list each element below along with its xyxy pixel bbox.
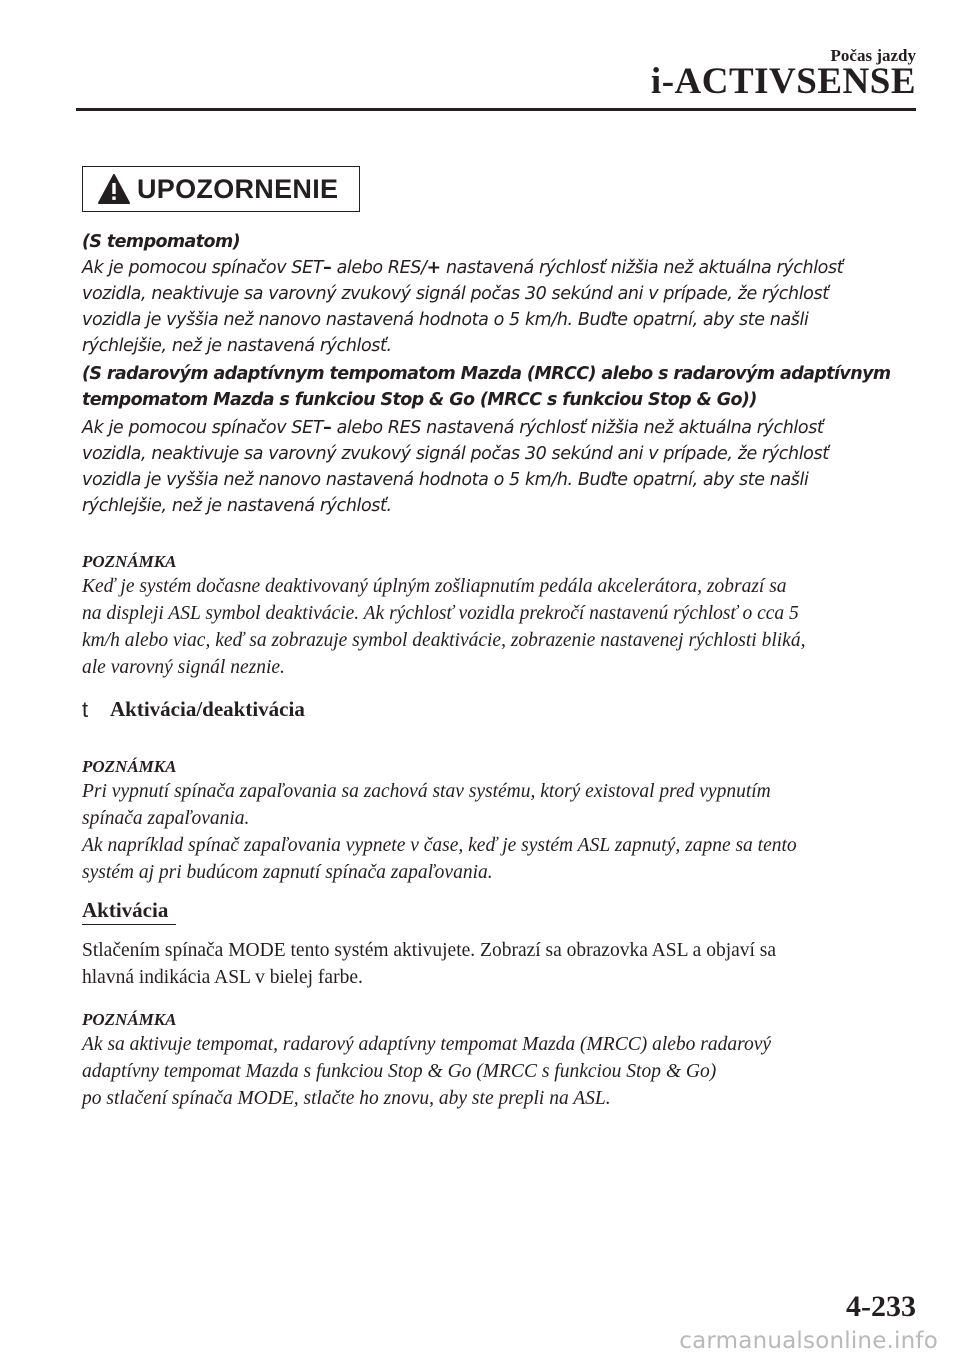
note-line: ale varovný signál neznie. xyxy=(82,657,285,678)
cruise-heading: (S tempomatom) xyxy=(82,232,240,252)
warning-title: UPOZORNENIE xyxy=(137,173,339,204)
plus-symbol: + xyxy=(426,258,441,278)
note-line: po stlačení spínača MODE, stlačte ho znovu, aby ste prepli na ASL. xyxy=(82,1088,611,1109)
minus-symbol: – xyxy=(323,418,332,438)
note-line: adaptívny tempomat Mazda s funkciou Stop & Go (MRCC s funkciou Stop & Go) xyxy=(82,1061,717,1082)
mrcc-heading-line: tempomatom Mazda s funkciou Stop & Go (MRCC s funkciou Stop & Go)) xyxy=(82,390,757,410)
mrcc-text-line: vozidla je vyššia než nanovo nastavená hodnota o 5 km/h. Buďte opatrní, aby ste našli xyxy=(82,470,809,490)
mrcc-text-line: rýchlejšie, než je nastavená rýchlosť. xyxy=(82,496,392,516)
watermark: carmanualsonline.info xyxy=(679,1328,938,1354)
note-line: Ak sa aktivuje tempomat, radarový adaptívny tempomat Mazda (MRCC) alebo radarový xyxy=(82,1034,772,1055)
activation-heading: Aktivácia xyxy=(82,898,169,922)
note-line: systém aj pri budúcom zapnutí spínača zapaľovania. xyxy=(82,862,493,883)
note-label: POZNÁMKA xyxy=(82,1010,177,1029)
activation-underline xyxy=(82,924,176,925)
body-line: hlavná indikácia ASL v bielej farbe. xyxy=(82,967,363,988)
mrcc-heading-line: (S radarovým adaptívnym tempomatom Mazda (MRCC) alebo s radarovým adaptívnym xyxy=(82,364,891,384)
note-line: Pri vypnutí spínača zapaľovania sa zachová stav systému, ktorý existoval pred vypnutím xyxy=(82,781,771,802)
section-title: Počas jazdy xyxy=(830,46,916,65)
cruise-text-line: vozidla je vyššia než nanovo nastavená hodnota o 5 km/h. Buďte opatrní, aby ste našli xyxy=(82,310,809,330)
chapter-title: i-ACTIVSENSE xyxy=(650,61,916,102)
section-bullet: t xyxy=(82,697,89,722)
cruise-text-line: rýchlejšie, než je nastavená rýchlosť. xyxy=(82,336,392,356)
cruise-text-line: vozidla, neaktivuje sa varovný zvukový signál počas 30 sekúnd ani v prípade, že rýchlosť xyxy=(82,284,829,304)
section-heading: Aktivácia/deaktivácia xyxy=(110,697,305,721)
note-line: Ak napríklad spínač zapaľovania vypnete v čase, keď je systém ASL zapnutý, zapne sa tento xyxy=(82,835,797,856)
warning-triangle-icon xyxy=(97,173,131,205)
body-line: Stlačením spínača MODE tento systém aktivujete. Zobrazí sa obrazovka ASL a objaví sa xyxy=(82,940,777,961)
note-line: spínača zapaľovania. xyxy=(82,808,250,829)
mrcc-text-line: vozidla, neaktivuje sa varovný zvukový signál počas 30 sekúnd ani v prípade, že rýchlosť xyxy=(82,444,829,464)
note-line: Keď je systém dočasne deaktivovaný úplným zošliapnutím pedála akcelerátora, zobrazí sa xyxy=(82,576,787,597)
warning-box xyxy=(82,166,360,212)
page-number: 4-233 xyxy=(846,1290,916,1323)
note-label: POZNÁMKA xyxy=(82,552,177,571)
note-line: na displeji ASL symbol deaktivácie. Ak rýchlosť vozidla prekročí nastavenú rýchlosť o cca 5 xyxy=(82,603,799,624)
mrcc-text-line: Ak je pomocou spínačov SET– alebo RES nastavená rýchlosť nižšia než aktuálna rýchlosť xyxy=(82,418,824,438)
cruise-text-line: Ak je pomocou spínačov SET– alebo RES/+ nastavená rýchlosť nižšia než aktuálna rýchlosť xyxy=(82,258,844,278)
note-line: km/h alebo viac, keď sa zobrazuje symbol deaktivácie, zobrazenie nastavenej rýchlosti bliká, xyxy=(82,630,806,651)
minus-symbol: – xyxy=(323,258,332,278)
note-label: POZNÁMKA xyxy=(82,757,177,776)
header-divider xyxy=(76,108,916,111)
